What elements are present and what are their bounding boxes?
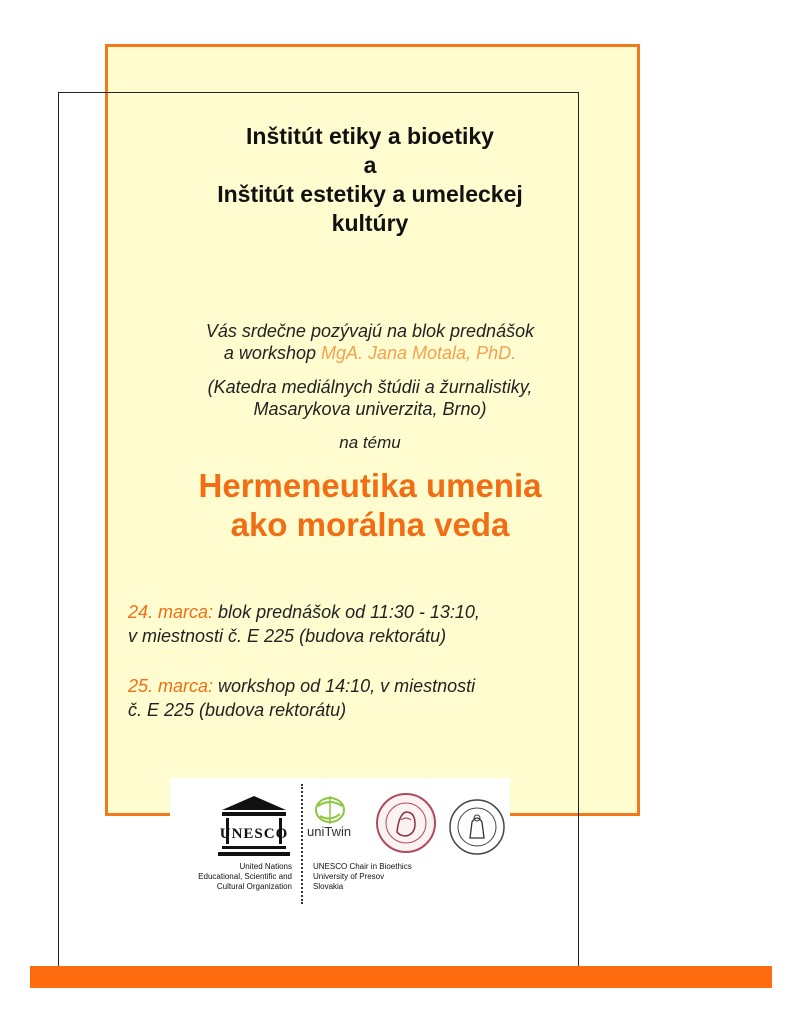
- event-item: [128, 674, 598, 722]
- university-seal-icon: [375, 792, 437, 854]
- institute-seal-icon: [448, 798, 506, 856]
- chair-caption-line: University of Presov: [313, 872, 385, 881]
- unesco-wordmark: UNESCO: [219, 826, 289, 842]
- invitation-line2: [115, 342, 625, 364]
- lecture-title: [105, 466, 635, 544]
- speaker-affiliation: [115, 376, 625, 420]
- event-date: 25. marca:: [128, 676, 214, 696]
- unesco-caption: [170, 862, 292, 892]
- affiliation-line1: (Katedra mediálnych štúdii a žurnalistiky,: [207, 377, 533, 397]
- organizer-conjunction: a: [363, 152, 377, 178]
- unitwin-globe-icon: [310, 794, 350, 826]
- partner-logos: [170, 778, 510, 906]
- chair-caption-line: Slovakia: [313, 882, 344, 891]
- invitation-workshop-prefix: a workshop: [223, 343, 321, 363]
- organizer-2-line1: Inštitút estetiky a umeleckej: [217, 181, 523, 207]
- unesco-caption-line: Cultural Organization: [216, 882, 292, 891]
- unesco-caption-line: United Nations: [239, 862, 292, 871]
- unesco-caption-line: Educational, Scientific and: [198, 872, 292, 881]
- organizers-heading: [105, 122, 635, 238]
- event-item: [128, 600, 598, 648]
- invitation-text: [115, 320, 625, 364]
- lecture-title-line2: ako morálna veda: [230, 506, 510, 543]
- organizer-1: Inštitút etiky a bioetiky: [246, 123, 494, 149]
- event-description: blok prednášok od 11:30 - 13:10,: [213, 602, 480, 622]
- speaker-name: MgA. Jana Motala, PhD.: [320, 343, 517, 363]
- invitation-line1: Vás srdečne pozývajú na blok prednášok: [205, 321, 535, 341]
- chair-caption-line: UNESCO Chair in Bioethics: [313, 862, 412, 871]
- event-line1: [128, 674, 598, 698]
- logo-divider: [301, 784, 303, 904]
- bottom-accent-bar: [30, 966, 772, 988]
- event-line1: [128, 600, 598, 624]
- affiliation-line2: Masarykova univerzita, Brno): [253, 399, 487, 419]
- chair-caption: [313, 862, 453, 892]
- topic-intro: na tému: [339, 433, 401, 452]
- organizer-2-line2: kultúry: [331, 210, 409, 236]
- event-date: 24. marca:: [128, 602, 214, 622]
- unesco-temple-icon: [218, 794, 290, 858]
- event-line2: v miestnosti č. E 225 (budova rektorátu): [128, 626, 447, 646]
- event-description: workshop od 14:10, v miestnosti: [213, 676, 476, 696]
- event-line2: č. E 225 (budova rektorátu): [128, 700, 347, 720]
- unitwin-wordmark: uniTwin: [307, 824, 352, 839]
- lecture-title-line1: Hermeneutika umenia: [198, 467, 542, 504]
